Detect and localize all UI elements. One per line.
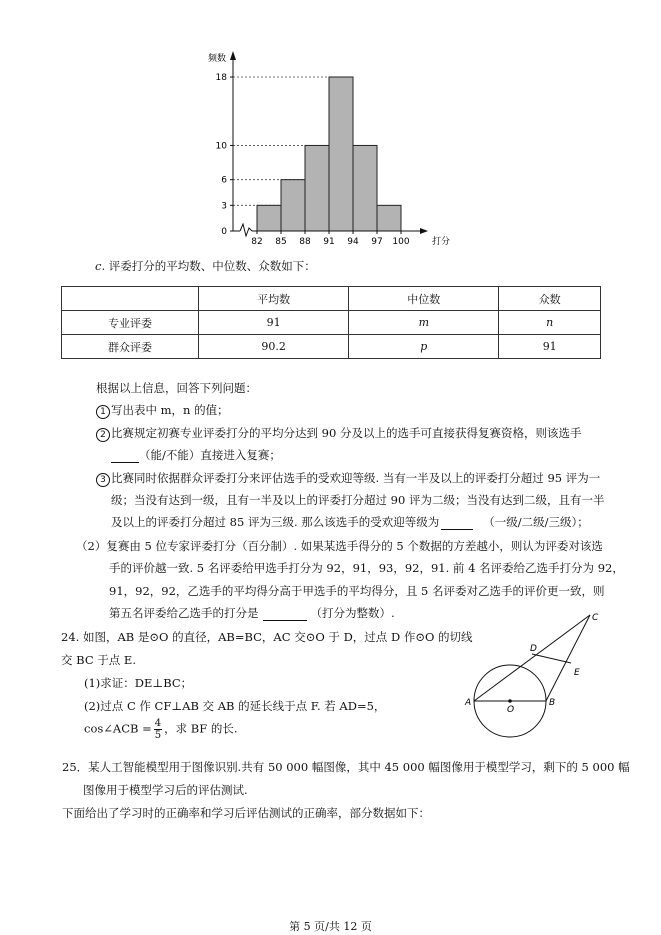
histogram-bar	[305, 145, 329, 231]
question-3	[96, 470, 600, 487]
label-o: O	[507, 705, 515, 715]
q24-line2: 交 BC 于点 E.	[61, 653, 136, 667]
cos-prefix: cos∠ACB =	[84, 721, 152, 736]
axis-break-squiggle	[240, 224, 252, 236]
table-header: 平均数	[199, 287, 349, 311]
table-row	[62, 335, 601, 359]
cos-suffix: ，求 BF 的长.	[164, 721, 238, 736]
q24-line1: 24. 如图，AB 是⊙O 的直径，AB=BC，AC 交⊙O 于 D，过点 D 作⊙O 的切线	[61, 630, 473, 644]
histogram-bar	[353, 145, 377, 231]
y-tick-label: 3	[221, 201, 227, 212]
c-intro	[95, 258, 316, 274]
x-tick-label: 82	[251, 237, 263, 247]
part2-line3: 91，92，92，乙选手的平均得分高于甲选手的平均得分，且 5 名评委对乙选手的评价更一致，则	[109, 584, 605, 598]
circle-geometry-figure	[460, 605, 610, 740]
answer-blank	[263, 606, 307, 621]
label-b: B	[549, 698, 556, 708]
y-axis-arrow	[230, 51, 236, 60]
tangent-de	[532, 654, 571, 663]
table-header: 众数	[499, 287, 601, 311]
q24-part2: (2)过点 C 作 CF⊥AB 交 AB 的延长线于点 F. 若 AD=5，	[84, 699, 386, 713]
circled-number: 2	[96, 428, 110, 442]
q3-line3a: 及以上的评委打分超过 85 评为三级. 那么该选手的受欢迎等级为	[111, 515, 440, 529]
histogram-bar	[257, 205, 281, 231]
histogram-bar	[281, 180, 305, 231]
table-cell: 91	[199, 311, 349, 335]
x-axis-arrow	[420, 228, 428, 234]
page-footer: 第 5 页/共 12 页	[289, 920, 372, 933]
circled-number: 3	[96, 473, 110, 487]
q24-part1: (1)求证：DE⊥BC；	[84, 676, 193, 690]
q1-text: 写出表中 m，n 的值；	[111, 403, 229, 417]
answer-blank	[111, 448, 139, 463]
q25-line2: 图像用于模型学习后的评估测试.	[83, 783, 248, 797]
table-cell: n	[499, 311, 601, 335]
x-axis-label: 打分	[432, 237, 451, 247]
question-2	[96, 425, 581, 442]
q2-line2: （能/不能）直接进入复赛；	[139, 448, 281, 462]
c-label: c	[95, 259, 102, 273]
part2-line2: 手的评价越一致. 5 名评委给甲选手打分为 92，91，93，92，91. 前 4 名评委给乙选手打分为 92，	[109, 561, 624, 575]
table-cell: 专业评委	[62, 311, 199, 335]
p2-line4b: （打分为整数）.	[310, 606, 395, 620]
question-3-cont	[111, 514, 589, 530]
fraction	[154, 718, 162, 741]
fraction-denominator: 5	[154, 730, 162, 741]
table-header-row	[62, 287, 601, 311]
table-cell: 群众评委	[62, 335, 199, 359]
x-tick-label: 97	[371, 237, 383, 247]
part2-line1: （2）复赛由 5 位专家评委打分（百分制）. 如果某选手得分的 5 个数据的方差越小，则认为评委对该选	[76, 539, 603, 553]
q24-cos-line	[84, 718, 238, 741]
histogram-bar	[377, 205, 401, 231]
y-tick-label: 10	[215, 141, 227, 152]
q2-line1: 比赛规定初赛专业评委打分的平均分达到 90 分及以上的选手可直接获得复赛资格，则该选手	[111, 426, 582, 440]
score-table	[61, 286, 601, 359]
x-tick-label: 91	[323, 237, 335, 247]
x-tick-label: 88	[299, 237, 311, 247]
table-cell: m	[349, 311, 499, 335]
y-tick-label: 6	[221, 175, 227, 186]
x-tick-label: 100	[392, 237, 410, 247]
y-tick-label: 0	[221, 227, 227, 237]
line-bc	[546, 615, 590, 701]
p2-line4a: 第五名评委给乙选手的打分是	[109, 606, 259, 620]
table-header	[62, 287, 199, 311]
question-1	[96, 402, 229, 419]
table-header: 中位数	[349, 287, 499, 311]
table-cell: 91	[499, 335, 601, 359]
q25-line3: 下面给出了学习时的正确率和学习后评估测试的正确率，部分数据如下：	[62, 806, 430, 820]
table-row	[62, 311, 601, 335]
q3-line3b: （一级/二级/三级）；	[483, 515, 589, 529]
y-axis-label: 频数	[208, 54, 227, 64]
x-tick-label: 85	[275, 237, 287, 247]
part2-line4	[109, 605, 395, 621]
question-2-cont	[111, 447, 281, 463]
line-ac	[474, 615, 590, 701]
x-tick-label: 94	[347, 237, 359, 247]
intro-line: 根据以上信息，回答下列问题：	[96, 381, 257, 395]
circled-number: 1	[96, 405, 110, 419]
q3-line1: 比赛同时依据群众评委打分来评估选手的受欢迎等级. 当有一半及以上的评委打分超过 95 评为一	[111, 471, 601, 485]
histogram-bar	[329, 77, 353, 231]
y-tick-label: 18	[215, 73, 227, 83]
answer-blank	[441, 515, 473, 530]
c-text: . 评委打分的平均数、中位数、众数如下：	[101, 259, 316, 273]
label-a: A	[465, 698, 472, 708]
q25-line1: 25．某人工智能模型用于图像识别.共有 50 000 幅图像，其中 45 000 幅图像用于模型学习，剩下的 5 000 幅	[62, 760, 630, 774]
fraction-numerator: 4	[154, 718, 162, 729]
label-c: C	[592, 613, 599, 623]
table-cell: 90.2	[199, 335, 349, 359]
frequency-histogram	[200, 48, 460, 258]
histogram-marks	[208, 51, 450, 247]
label-e: E	[574, 668, 580, 678]
table-cell: p	[349, 335, 499, 359]
point-o	[508, 699, 512, 703]
q3-line2: 级；当没有达到一级，且有一半及以上的评委打分超过 90 评为二级；当没有达到二级，且有一半	[111, 493, 605, 507]
label-d: D	[530, 644, 537, 654]
